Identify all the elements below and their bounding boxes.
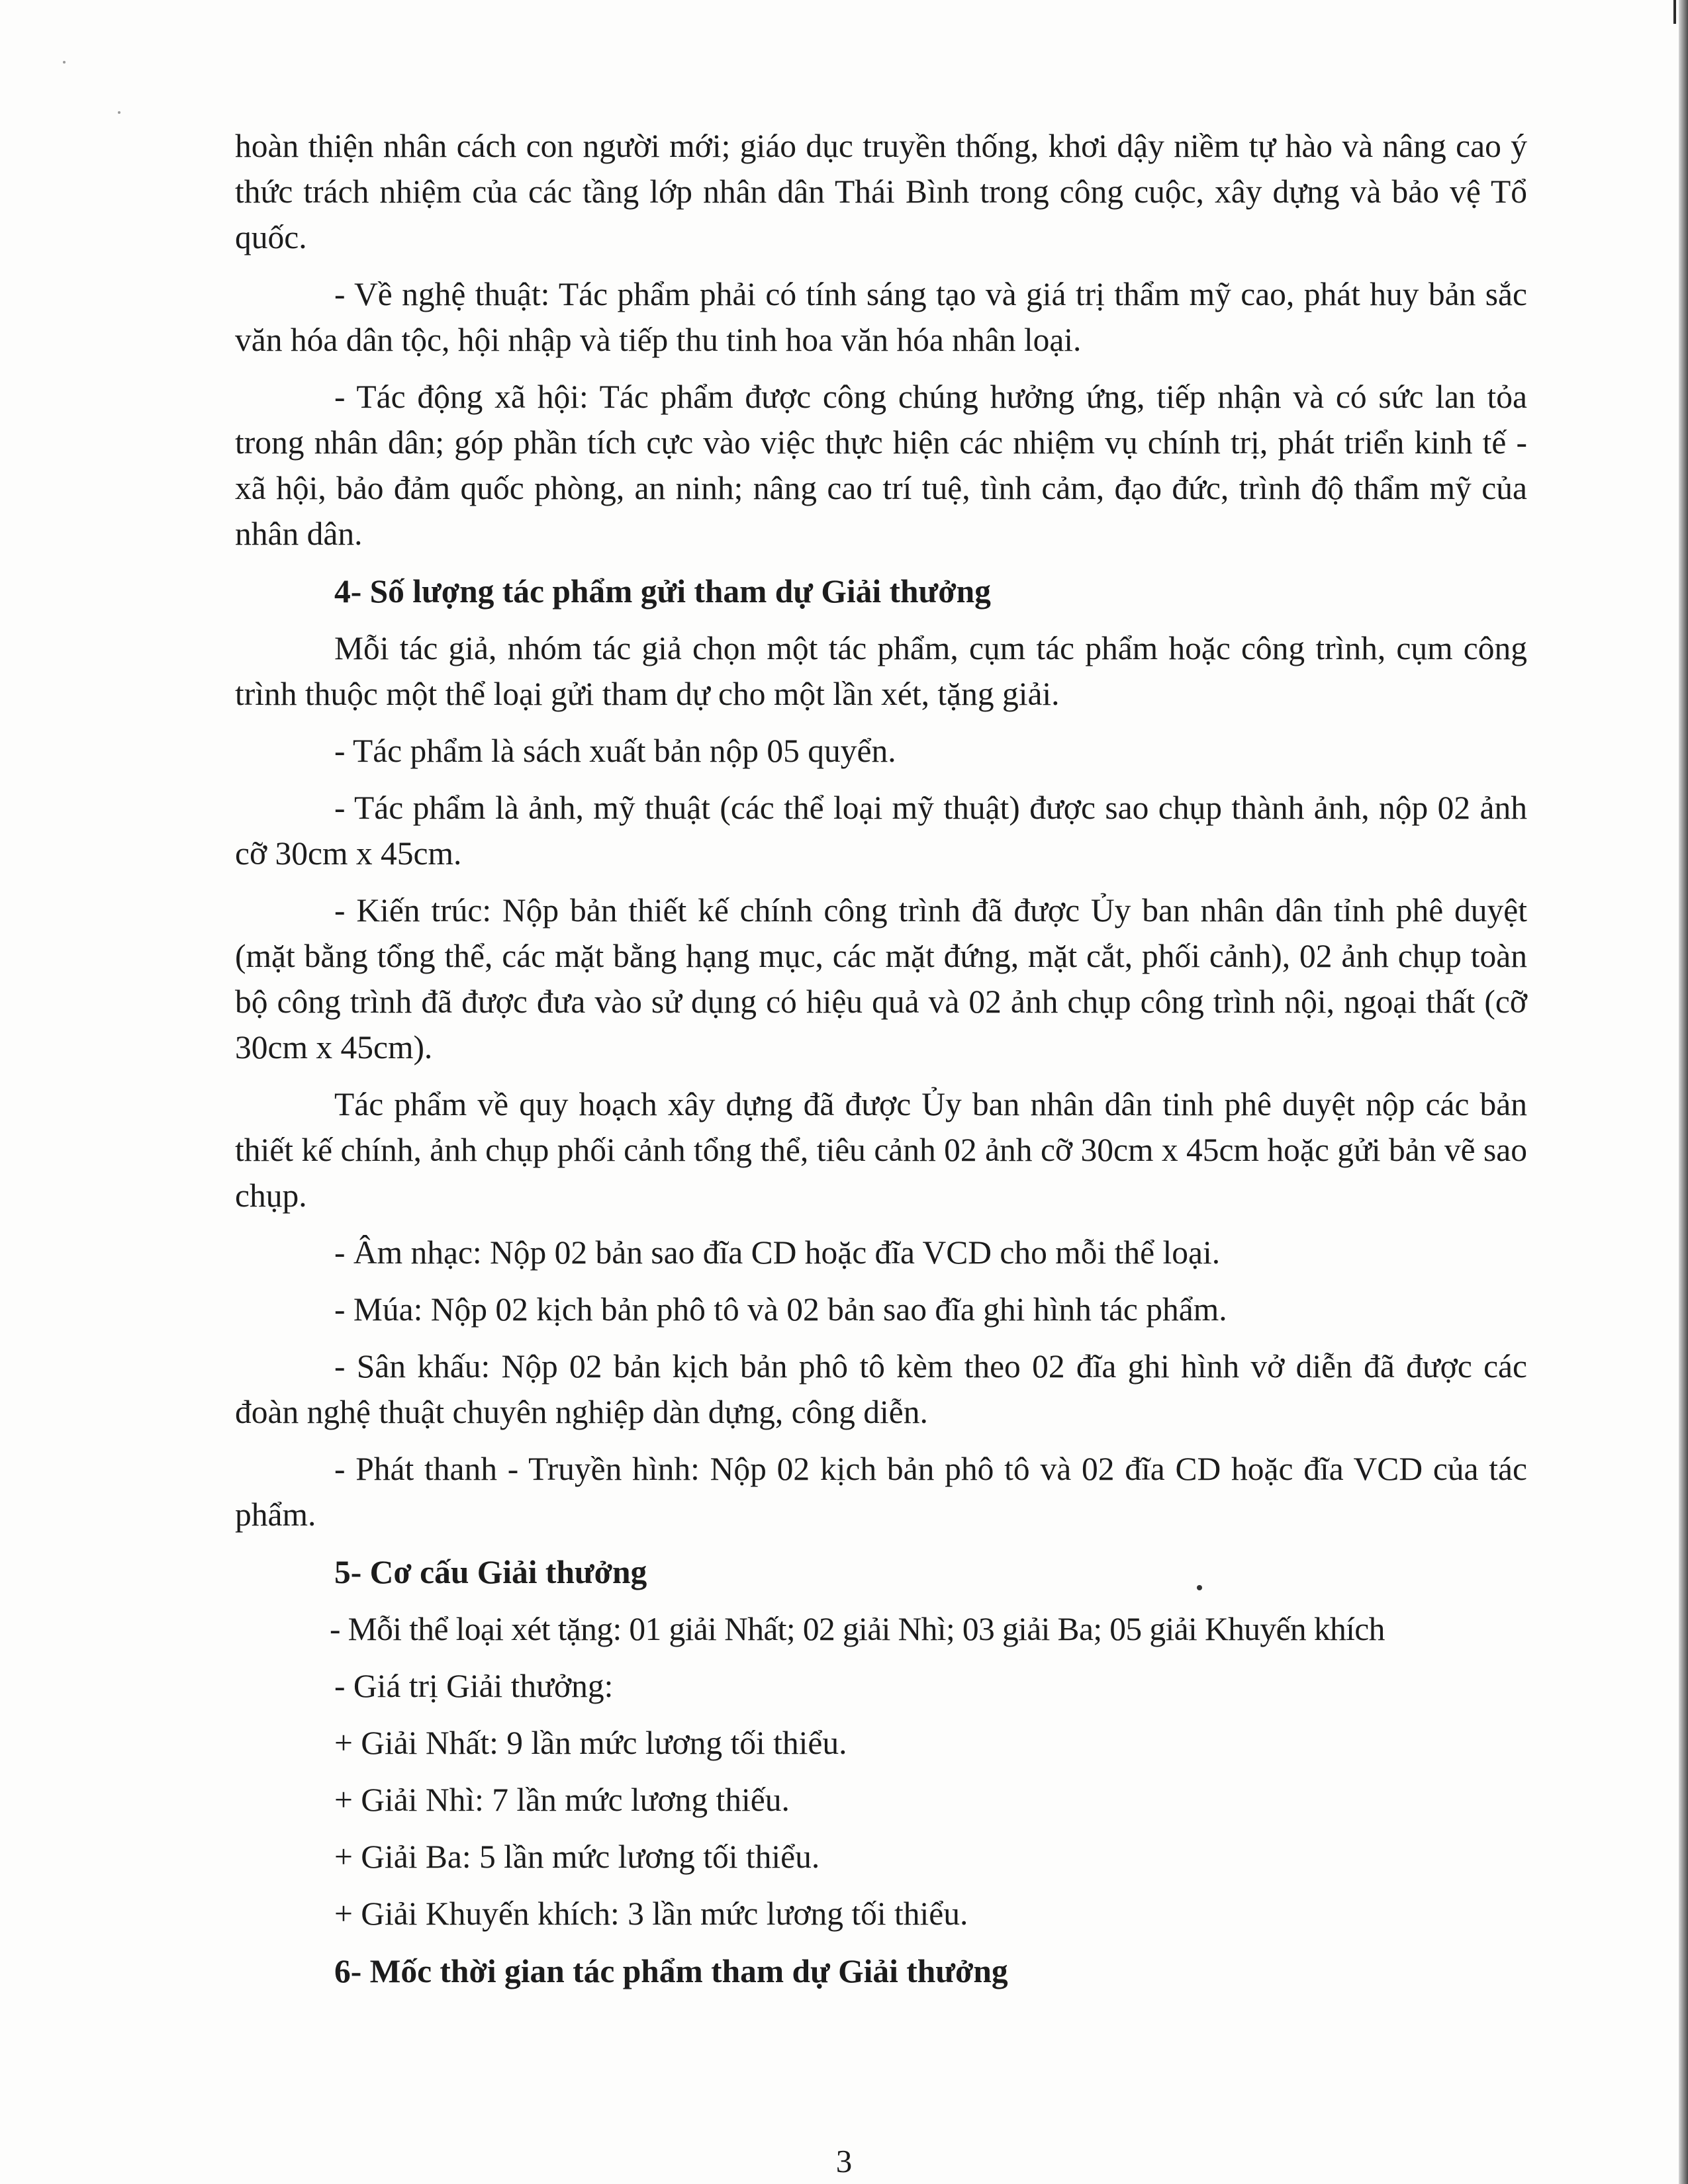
paragraph-music: - Âm nhạc: Nộp 02 bản sao đĩa CD hoặc đĩa VCD cho mỗi thể loại. (334, 1234, 1221, 1271)
paragraph-prize-value: - Giá trị Giải thưởng: (334, 1668, 614, 1704)
list-item-encouragement-prize: + Giải Khuyến khích: 3 lần mức lương tối thiểu. (334, 1895, 968, 1932)
paragraph-social-impact: - Tác động xã hội: Tác phẩm được công chúng hưởng ứng, tiếp nhận và có sức lan tỏa trong nhân dân; góp phần tích cực vào việc thực hiện các nhiệm vụ chính trị, phát triển kinh tế - xã hội, bảo đảm quốc phòng, an ninh; nâng cao trí tuệ, tình cảm, đạo đức, trình độ thẩm mỹ của nhân dân. (235, 379, 1527, 552)
scan-speck (63, 61, 66, 64)
scan-mark (1673, 0, 1676, 24)
document-body (235, 123, 1527, 1994)
page-number: 3 (835, 2143, 853, 2179)
scan-edge (1679, 0, 1688, 2184)
paragraph-books: - Tác phẩm là sách xuất bản nộp 05 quyển. (334, 733, 896, 769)
list-item-second-prize: + Giải Nhì: 7 lần mức lương thiếu. (334, 1782, 790, 1818)
list-item-first-prize: + Giải Nhất: 9 lần mức lương tối thiểu. (334, 1725, 847, 1761)
paragraph-theatre: - Sân khấu: Nộp 02 bản kịch bản phô tô kèm theo 02 đĩa ghi hình vở diễn đã được các đoàn nghệ thuật chuyên nghiệp dàn dựng, công diễn. (235, 1348, 1527, 1430)
paragraph-broadcast: - Phát thanh - Truyền hình: Nộp 02 kịch bản phô tô và 02 đĩa CD hoặc đĩa VCD của tác phẩm. (235, 1451, 1527, 1533)
paragraph-dance: - Múa: Nộp 02 kịch bản phô tô và 02 bản sao đĩa ghi hình tác phẩm. (334, 1291, 1227, 1328)
scan-speck (118, 111, 120, 114)
paragraph-continuation: hoàn thiện nhân cách con người mới; giáo dục truyền thống, khơi dậy niềm tự hào và nâng cao ý thức trách nhiệm của các tầng lớp nhân dân Thái Bình trong công cuộc, xây dựng và bảo vệ Tổ quốc. (235, 128, 1527, 255)
section-heading-4: 4- Số lượng tác phẩm gửi tham dự Giải thưởng (334, 573, 991, 610)
paragraph-architecture: - Kiến trúc: Nộp bản thiết kế chính công trình đã được Ủy ban nhân dân tỉnh phê duyệt (mặt bằng tổng thể, các mặt bằng hạng mục, các mặt đứng, mặt cắt, phối cảnh), 02 ảnh chụp toàn bộ công trình đã được đưa vào sử dụng có hiệu quả và 02 ảnh chụp công trình nội, ngoại thất (cỡ 30cm x 45cm). (235, 892, 1527, 1066)
section-heading-5: 5- Cơ cấu Giải thưởng (334, 1554, 647, 1590)
paragraph-photos: - Tác phẩm là ảnh, mỹ thuật (các thể loại mỹ thuật) được sao chụp thành ảnh, nộp 02 ảnh cỡ 30cm x 45cm. (235, 790, 1527, 872)
list-item-third-prize: + Giải Ba: 5 lần mức lương tối thiểu. (334, 1839, 820, 1875)
section-heading-6: 6- Mốc thời gian tác phẩm tham dự Giải thưởng (334, 1953, 1008, 1989)
paragraph-submission-rule: Mỗi tác giả, nhóm tác giả chọn một tác phẩm, cụm tác phẩm hoặc công trình, cụm công trình thuộc một thể loại gửi tham dự cho một lần xét, tặng giải. (235, 630, 1527, 712)
paragraph-planning: Tác phẩm về quy hoạch xây dựng đã được Ủy ban nhân dân tinh phê duyệt nộp các bản thiết kế chính, ảnh chụp phối cảnh tổng thể, tiêu cảnh 02 ảnh cỡ 30cm x 45cm hoặc gửi bản vẽ sao chụp. (235, 1086, 1527, 1214)
paragraph-art-criteria: - Về nghệ thuật: Tác phẩm phải có tính sáng tạo và giá trị thẩm mỹ cao, phát huy bản sắc văn hóa dân tộc, hội nhập và tiếp thu tinh hoa văn hóa nhân loại. (235, 276, 1527, 358)
paragraph-prize-structure: - Mỗi thể loại xét tặng: 01 giải Nhất; 02 giải Nhì; 03 giải Ba; 05 giải Khuyến khích (330, 1611, 1385, 1647)
